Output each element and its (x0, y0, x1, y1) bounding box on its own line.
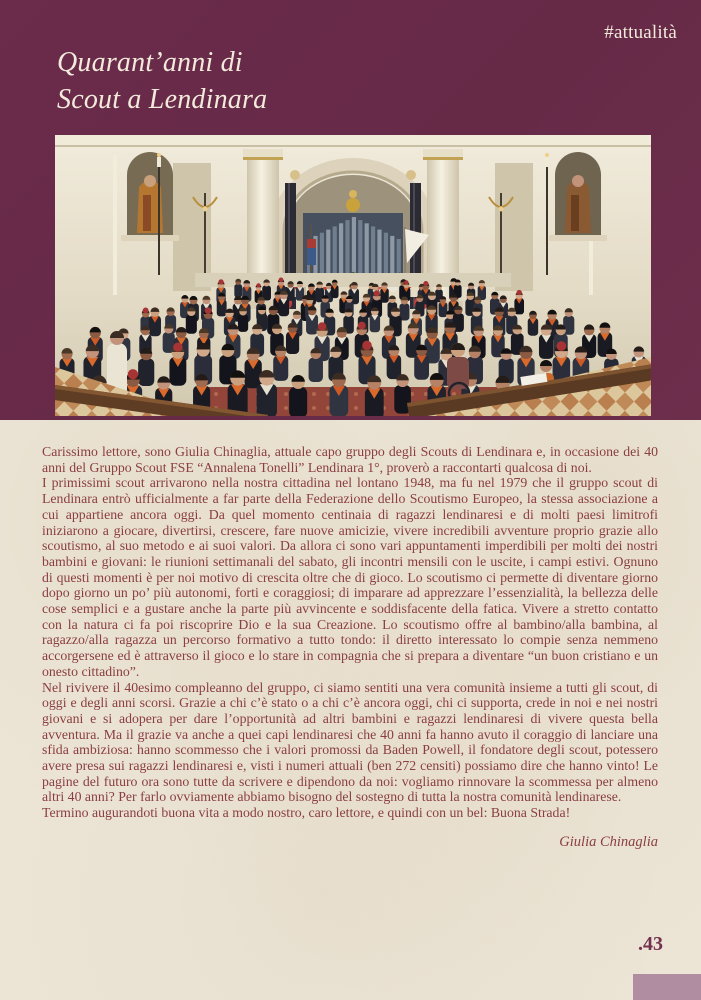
article-title (57, 44, 267, 118)
paragraph-1: Carissimo lettore, sono Giulia Chinaglia, attuale capo gruppo degli Scouts di Lendinara e, in occasione dei 40 anni del Gruppo Scout FSE “Annalena Tonelli” Lendinara 1°, proverò a raccontarti qualcosa di noi. (42, 444, 658, 475)
scout-group-photo (55, 135, 651, 416)
paragraph-4: Termino augurandoti buona vita a modo nostro, caro lettore, e quindi con un bel: Buona Strada! (42, 805, 571, 821)
title-line-1: Quarant’anni di (57, 47, 243, 78)
paragraph-3: Nel rivivere il 40esimo compleanno del gruppo, ci siamo sentiti una vera comunità insieme a tutti gli scout, di oggi e degli anni scorsi. Grazie a chi c’è stato o a chi c’è ancora oggi, chi ci supporta, crede in noi e nei nostri giovani e si adopera per dare l’opportunità ad altri bambini e ragazzi lendinaresi di vivere questa bella avventura. Ma il grazie va anche a quei capi lendinaresi che 40 anni fa hanno avuto il coraggio di lanciare una sfida ambiziosa: hanno scommesso che i valori promossi da Baden Powell, il fondatore degli scout, potessero avere presa sui ragazzi lendinaresi e, visti i numeri attuali (ben 272 censiti) possiamo dire che hanno vinto! Le pagine del futuro ora sono tutte da scrivere e dipendono da noi: vogliamo rinnovare la scommessa per almeno altri 40 anni? Per farlo ovviamente abbiamo bisogno del sostegno di tutta la nostra comunità lendinarese. (42, 679, 658, 805)
page-number: .43 (638, 933, 663, 955)
church-photo-illustration (55, 135, 651, 416)
article-body (42, 444, 658, 851)
title-line-2: Scout a Lendinara (57, 84, 268, 115)
footer-corner-block (633, 974, 701, 1000)
section-hashtag: #attualità (604, 22, 677, 43)
author-signature: Giulia Chinaglia (559, 833, 658, 850)
paragraph-2: I primissimi scout arrivarono nella nostra cittadina nel lontano 1948, ma fu nel 1979 che il gruppo scout di Lendinara entrò ufficialmente a far parte della Federazione dello Scoutismo Europeo, la stessa associazione a cui appartiene ancora oggi. Da quel momento centinaia di ragazzi lendinaresi e di molti paesi limitrofi iniziarono a giocare, divertirsi, crescere, fare nuove amicizie, vivere incredibili avventure proprio grazie allo scoutismo, al suo metodo e ai suoi valori. Da allora ci sono vari appuntamenti imperdibili per molti dei nostri bambini e giovani: le riunioni settimanali del sabato, gli incontri mensili con le uscite, i campi estivi. Ognuno di questi momenti è per noi motivo di crescita oltre che di gioco. Lo scoutismo ci permette di diventare giorno dopo giorno un po’ più autonomi, forti e coraggiosi; di imparare ad apprezzare l’essenzialità, la bellezza delle cose semplici e a gustare anche la parte più avvincente e soddisfacente della fatica. Vivere a stretto contatto con la natura ci fa poi riscoprire Dio e la sua Creazione. Lo scoutismo offre al bambino/alla bambina, al ragazzo/alla ragazza un percorso formativo a tutto tondo: il diretto interessato lo compie senza nemmeno accorgersene ed è attraverso il gioco e lo stare in compagnia che si prepara a diventare “un buon cristiano e un onesto cittadino”. (42, 475, 658, 679)
